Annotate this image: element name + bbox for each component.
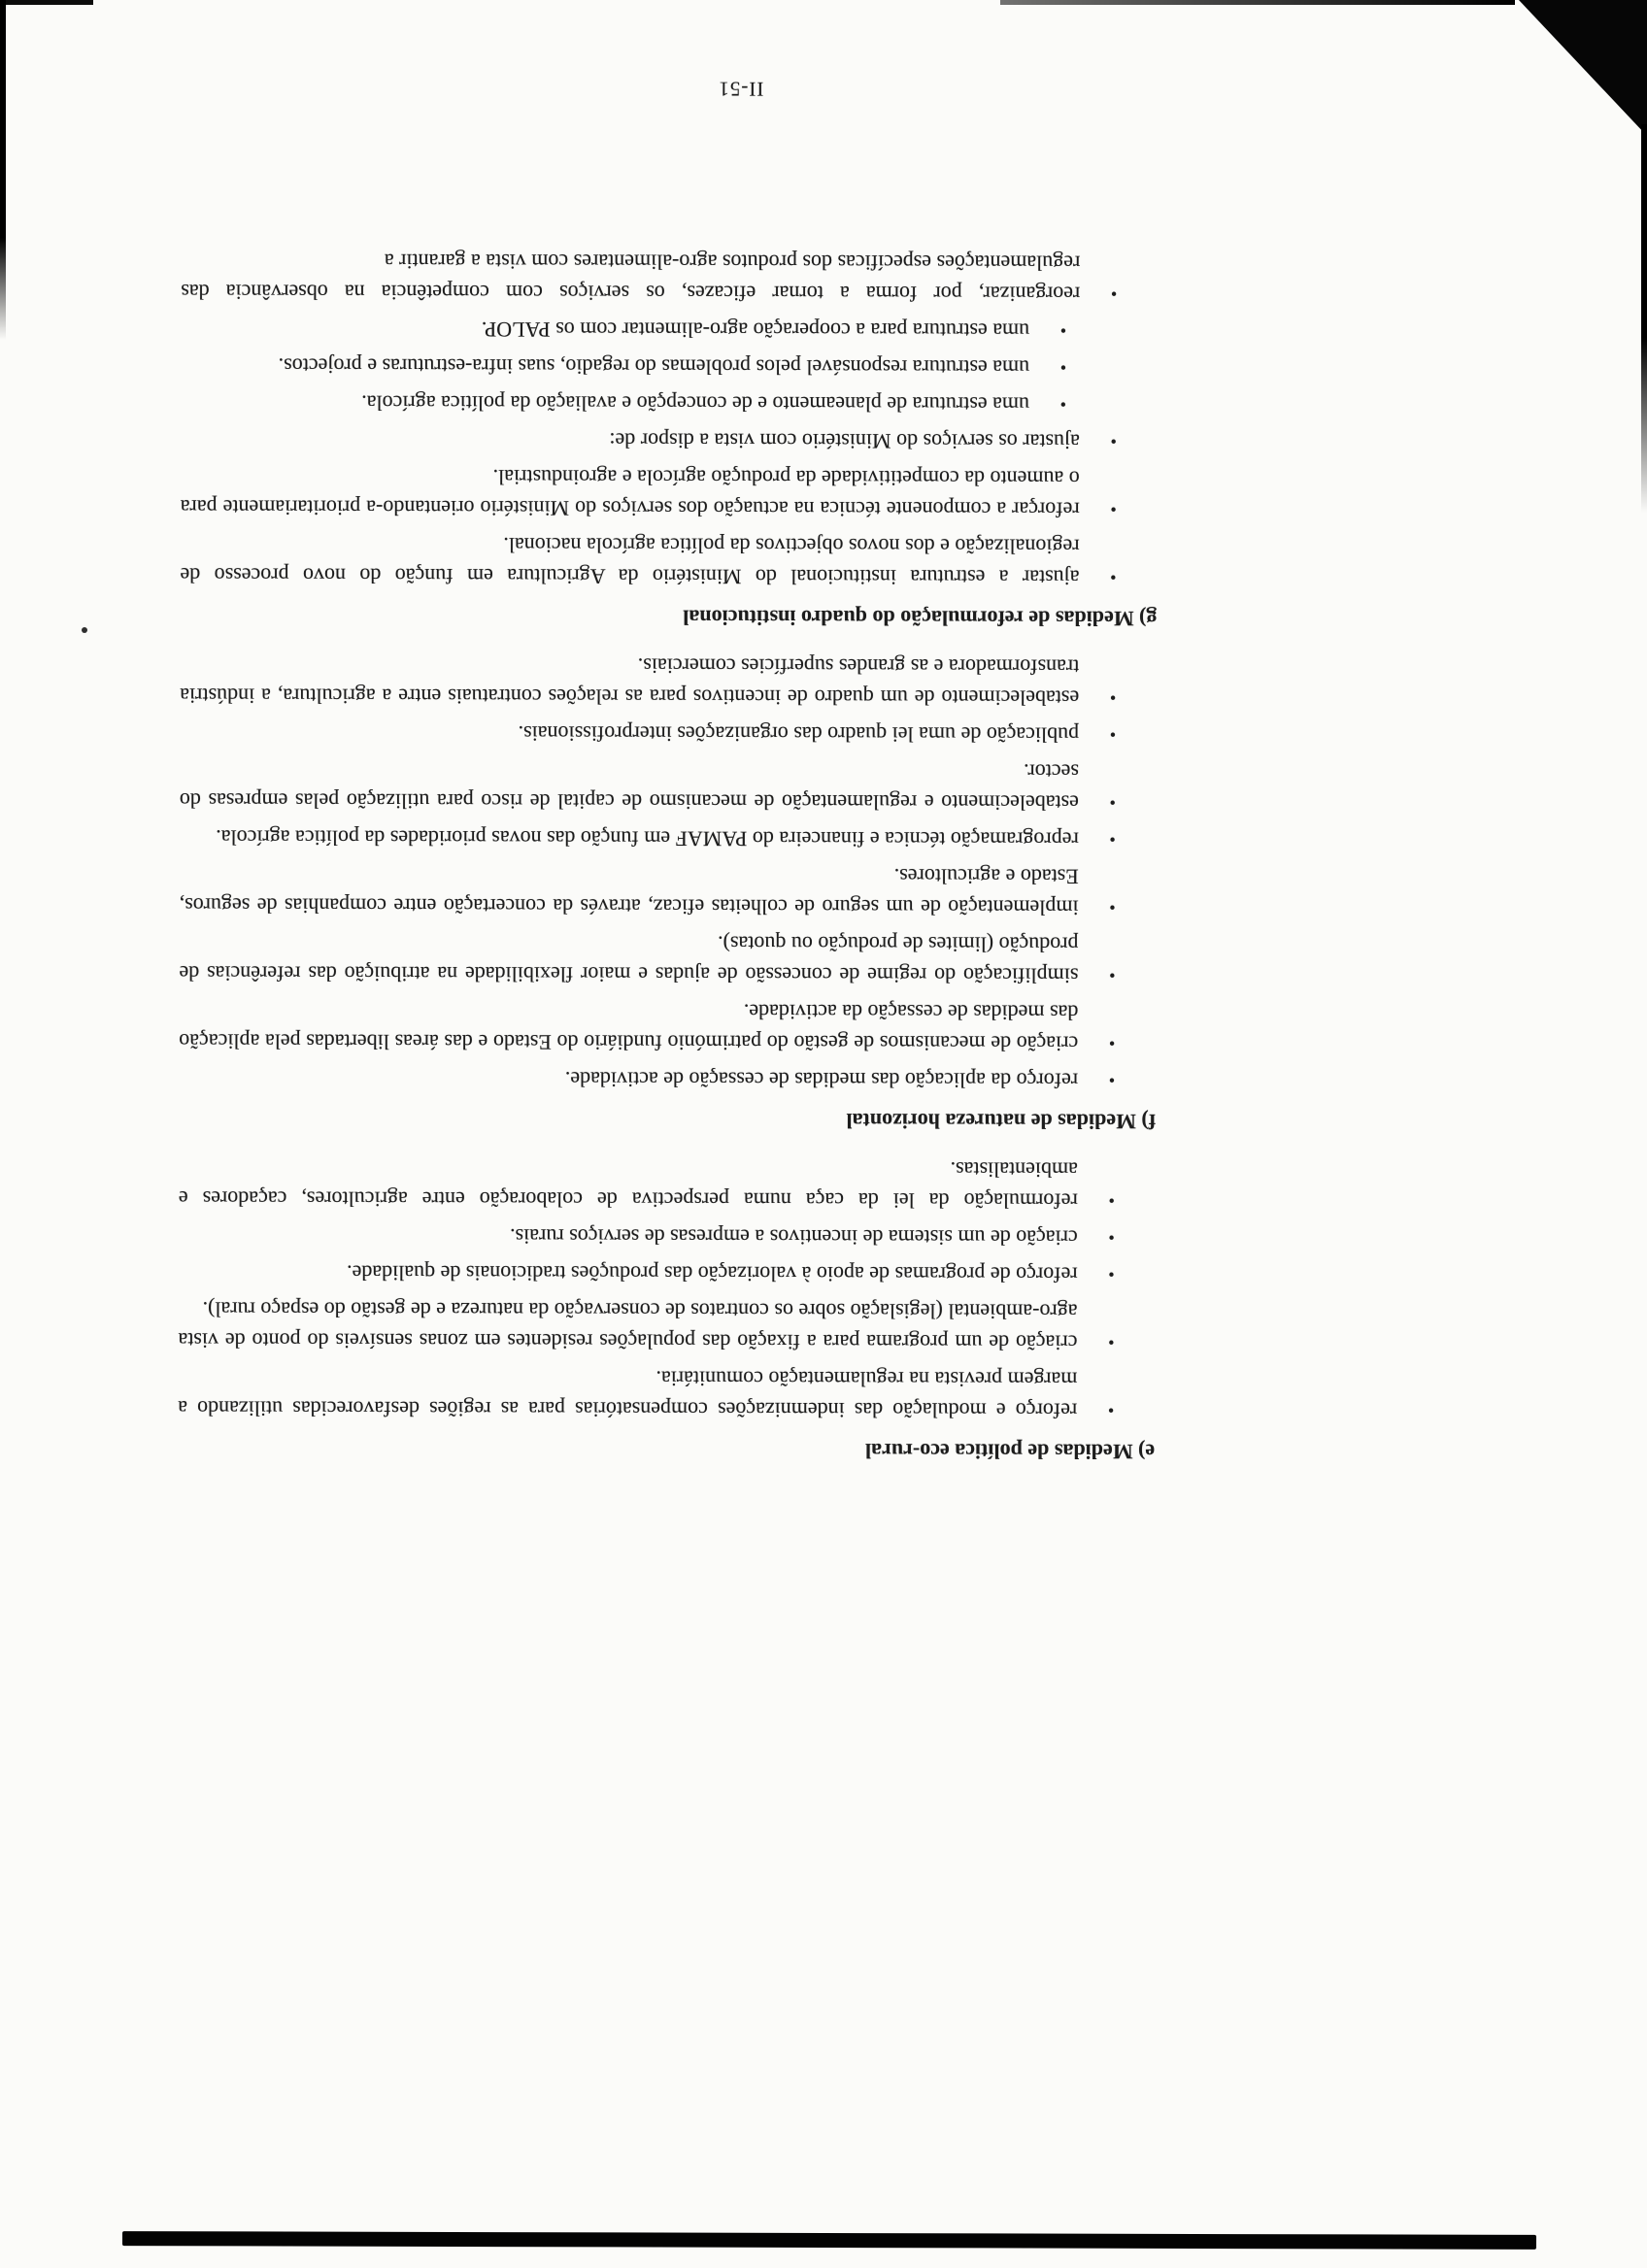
bullet-item [179, 1256, 1156, 1290]
bullet-icon: • [1109, 965, 1116, 985]
bullet-icon: • [1109, 829, 1116, 850]
bullet-text: reorganizar, por forma a tornar eficazes, os serviços com competência na observância das regulamentações específicas dos produtos agro-alimentares com vista a garantir a [181, 249, 1081, 307]
page-number: II-51 [718, 77, 764, 101]
bullet-icon: • [1108, 1033, 1116, 1053]
bullet-item [179, 994, 1156, 1059]
bullet-item [179, 1219, 1156, 1253]
bullet-icon: • [1109, 897, 1116, 917]
bullet-text: estabelecimento de um quadro de incentivos para as relações contratuais entre a agricultura, a indústria transformadora e as grandes superfícies comerciais. [180, 653, 1080, 711]
bullet-icon: • [1108, 1332, 1115, 1352]
bullet-text: reforçar a componente técnica na actuação dos serviços do Ministério orientando-a prioritariamente para o aumento da competitividade da produção agrícola e agroindustrial. [180, 465, 1080, 522]
scan-speck-artifact [82, 627, 87, 633]
bullet-item [179, 1062, 1156, 1096]
bullet-icon: • [1059, 320, 1067, 341]
bullet-text: criação de um sistema de incentivos a empresas de serviços rurais. [510, 1224, 1078, 1251]
bullet-text: criação de mecanismos de gestão do património fundiário do Estado e das áreas libertadas pela aplicação das medidas de cessação da actividade. [179, 999, 1079, 1056]
bullet-text: reformulação da lei da caça numa perspectiva de colaboração entre agricultores, caçadores e ambientalistas. [178, 1157, 1078, 1214]
bullet-text: reforço de programas de apoio à valorização das produções tradicionais de qualidade. [347, 1260, 1078, 1287]
bullet-icon: • [1108, 1190, 1115, 1211]
bullet-text: ajustar a estrutura institucional do Ministério da Agricultura em função do novo processo de regionalização e dos novos objectivos da política agrícola nacional. [180, 533, 1080, 590]
bullet-icon: • [1110, 284, 1118, 304]
sub-bullet-item [181, 386, 1158, 420]
bullet-icon: • [1109, 792, 1116, 813]
bullet-item [179, 1151, 1156, 1217]
bullet-text: reforço da aplicação das medidas de cessação de actividade. [564, 1067, 1079, 1093]
scan-top-left-edge-artifact [0, 0, 93, 5]
bullet-item [180, 821, 1157, 855]
bullet-text: ajustar os serviços do Ministério com vista a dispor de: [609, 428, 1080, 454]
bullet-icon: • [1108, 1070, 1116, 1090]
bullet-icon: • [1109, 724, 1117, 745]
scan-right-edge-artifact [1641, 124, 1647, 513]
bullet-text: criação de um programa para a fixação das populações residentes em zonas sensíveis do ponto de vista agro-ambiental (legislação sobre os contratos de conservação da natureza e de gestão do espaço rural). [178, 1297, 1078, 1355]
bullet-text: implementação de um seguro de colheitas eficaz, através da concertação entre companhias de seguros, Estado e agricultores. [179, 864, 1079, 920]
bullet-text: reprogramação técnica e financeira do PAMAF em função das novas prioridades da política agrícola. [216, 825, 1079, 852]
bullet-item [178, 1293, 1155, 1358]
bullet-icon: • [1110, 431, 1117, 451]
bullet-item [180, 649, 1157, 714]
bullet-icon: • [1059, 394, 1066, 415]
bullet-item [179, 926, 1156, 991]
scan-top-edge-artifact [1000, 0, 1515, 5]
bullet-text: uma estrutura responsável pelos problemas do regadio, suas infra-estruturas e projectos. [278, 353, 1030, 381]
bullet-item [181, 423, 1158, 457]
bullet-icon: • [1108, 1264, 1115, 1284]
section-heading: g) Medidas de reformulação do quadro institucional [683, 605, 1158, 631]
section-heading: f) Medidas de natureza horizontal [846, 1109, 1157, 1134]
bullet-item [180, 717, 1157, 750]
bullet-icon: • [1110, 499, 1117, 519]
bullet-icon: • [1109, 687, 1117, 708]
bullet-icon: • [1110, 567, 1117, 587]
bullet-text: estabelecimento e regulamentação de mecanismo de capital de risco para utilização pelas empresas do sector. [179, 759, 1080, 816]
bullet-icon: • [1108, 1227, 1115, 1248]
bullet-text: reforço e modulação das indemnizações compensatórias para as regiões desfavorecidas utilizando a margem prevista na regulamentação comunitária. [178, 1366, 1078, 1423]
bullet-icon: • [1059, 357, 1067, 378]
section-heading: e) Medidas de política eco-rural [864, 1439, 1156, 1464]
bullet-item [180, 528, 1157, 593]
bullet-item [181, 245, 1158, 310]
bullet-item [180, 753, 1157, 818]
bullet-text: uma estrutura para a cooperação agro-alimentar com os PALOP. [481, 317, 1030, 344]
bullet-item [180, 858, 1157, 923]
sub-bullet-item [181, 313, 1158, 347]
bullet-icon: • [1107, 1400, 1115, 1420]
bullet-item [178, 1361, 1155, 1426]
bullet-text: uma estrutura de planeamento e de concepção e avaliação da política agrícola. [361, 390, 1029, 417]
bullet-text: simplificação do regime de concessão de ajudas e maior flexibilidade na atribuição das referências de produção (limites de produção ou quotas). [179, 931, 1079, 988]
bullet-item [181, 460, 1158, 525]
bullet-text: publicação de uma lei quadro das organizações interprofissionais. [518, 721, 1080, 748]
document-body [178, 239, 1158, 1467]
scan-left-edge-artifact [0, 0, 6, 340]
sub-bullet-item [181, 350, 1158, 384]
